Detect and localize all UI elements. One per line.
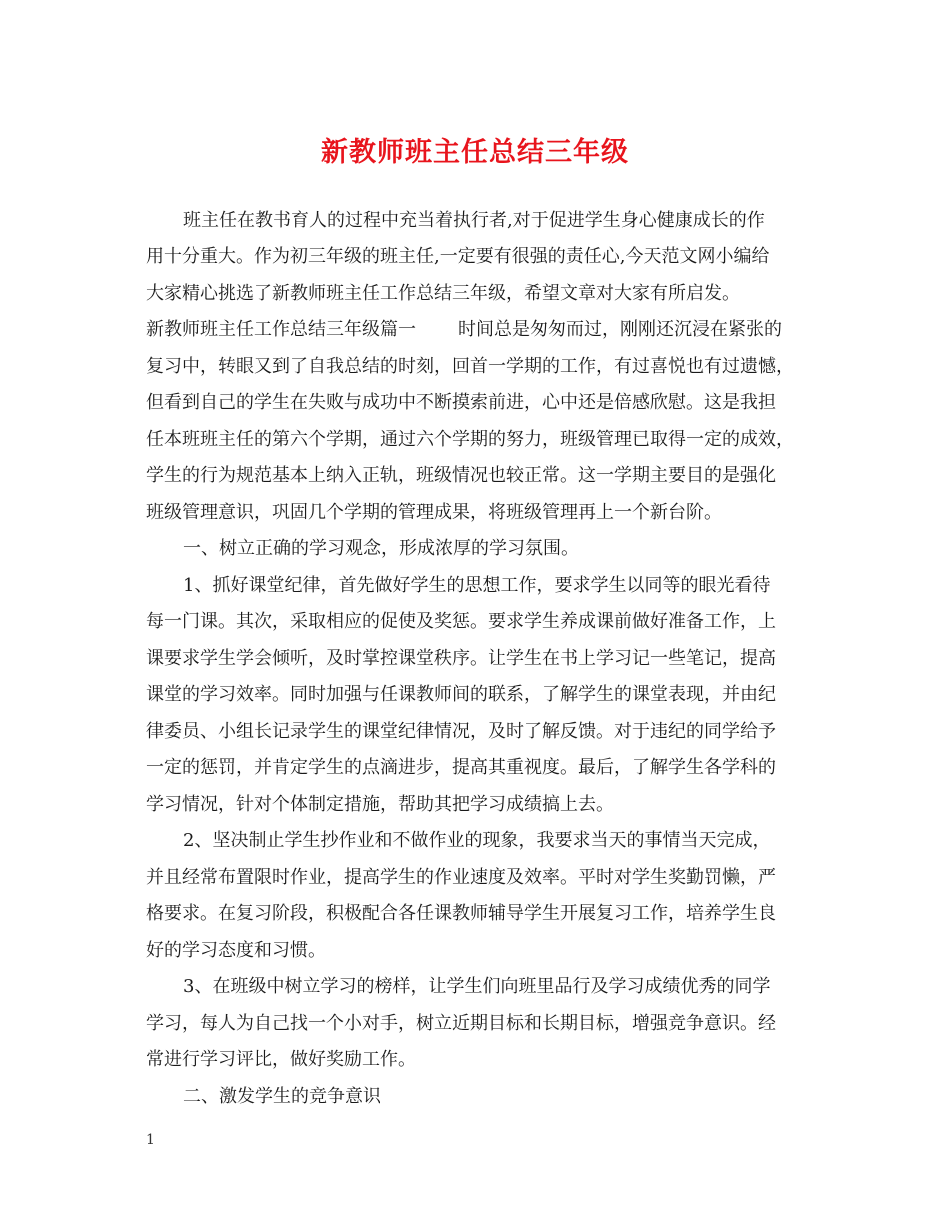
text-line: 3、在班级中树立学习的榜样，让学生们向班里品行及学习成绩优秀的同学 — [183, 976, 771, 997]
text-line: 课要求学生学会倾听，及时掌控课堂秩序。让学生在书上学习记一些笔记，提高 — [146, 648, 776, 669]
text-line: 复习中，转眼又到了自我总结的时刻，回首一学期的工作，有过喜悦也有过遗憾， — [146, 356, 794, 377]
text-line: 1、抓好课堂纪律，首先做好学生的思想工作，要求学生以同等的眼光看待 — [183, 575, 771, 596]
section-line — [146, 318, 782, 342]
text-line: 格要求。在复习阶段，积极配合各任课教师辅导学生开展复习工作，培养学生良 — [146, 903, 776, 924]
text-line: 好的学习态度和习惯。 — [146, 940, 326, 961]
document-title: 新教师班主任总结三年级 — [321, 137, 629, 168]
text-line: 并且经常布置限时作业，提高学生的作业速度及效率。平时对学生奖勤罚懒，严 — [146, 867, 776, 888]
section-heading: 新教师班主任工作总结三年级篇一 — [146, 319, 416, 340]
text-line: 律委员、小组长记录学生的课堂纪律情况，及时了解反馈。对于违纪的同学给予 — [146, 721, 776, 742]
text-line: 班级管理意识，巩固几个学期的管理成果，将班级管理再上一个新台阶。 — [146, 502, 722, 523]
text-line: 常进行学习评比，做好奖励工作。 — [146, 1049, 416, 1070]
text-line: 一、树立正确的学习观念，形成浓厚的学习氛围。 — [183, 538, 579, 559]
text-line: 任本班班主任的第六个学期，通过六个学期的努力，班级管理已取得一定的成效， — [146, 429, 794, 450]
text-line: 2、坚决制止学生抄作业和不做作业的现象，我要求当天的事情当天完成， — [183, 830, 771, 851]
text-line: 班主任在教书育人的过程中充当着执行者,对于促进学生身心健康成长的作 — [183, 210, 765, 231]
text-line: 用十分重大。作为初三年级的班主任,一定要有很强的责任心,今天范文网小编给 — [146, 246, 770, 267]
text-line: 二、激发学生的竞争意识 — [183, 1086, 381, 1107]
text-line: 大家精心挑选了新教师班主任工作总结三年级，希望文章对大家有所启发。 — [146, 283, 740, 304]
text-line: 但看到自己的学生在失败与成功中不断摸索前进，心中还是倍感欣慰。这是我担 — [146, 392, 776, 413]
text-line: 学习情况，针对个体制定措施，帮助其把学习成绩搞上去。 — [146, 794, 614, 815]
text-line: 学生的行为规范基本上纳入正轨，班级情况也较正常。这一学期主要目的是强化 — [146, 465, 776, 486]
text-line: 一定的惩罚，并肯定学生的点滴进步，提高其重视度。最后，了解学生各学科的 — [146, 757, 776, 778]
text-line: 每一门课。其次，采取相应的促使及奖惩。要求学生养成课前做好准备工作，上 — [146, 611, 776, 632]
text-line: 学习，每人为自己找一个小对手，树立近期目标和长期目标，增强竞争意识。经 — [146, 1013, 776, 1034]
page-number: 1 — [146, 1132, 155, 1148]
text-line: 课堂的学习效率。同时加强与任课教师间的联系，了解学生的课堂表现，并由纪 — [146, 684, 776, 705]
text-span: 时间总是匆匆而过，刚刚还沉浸在紧张的 — [458, 319, 782, 340]
